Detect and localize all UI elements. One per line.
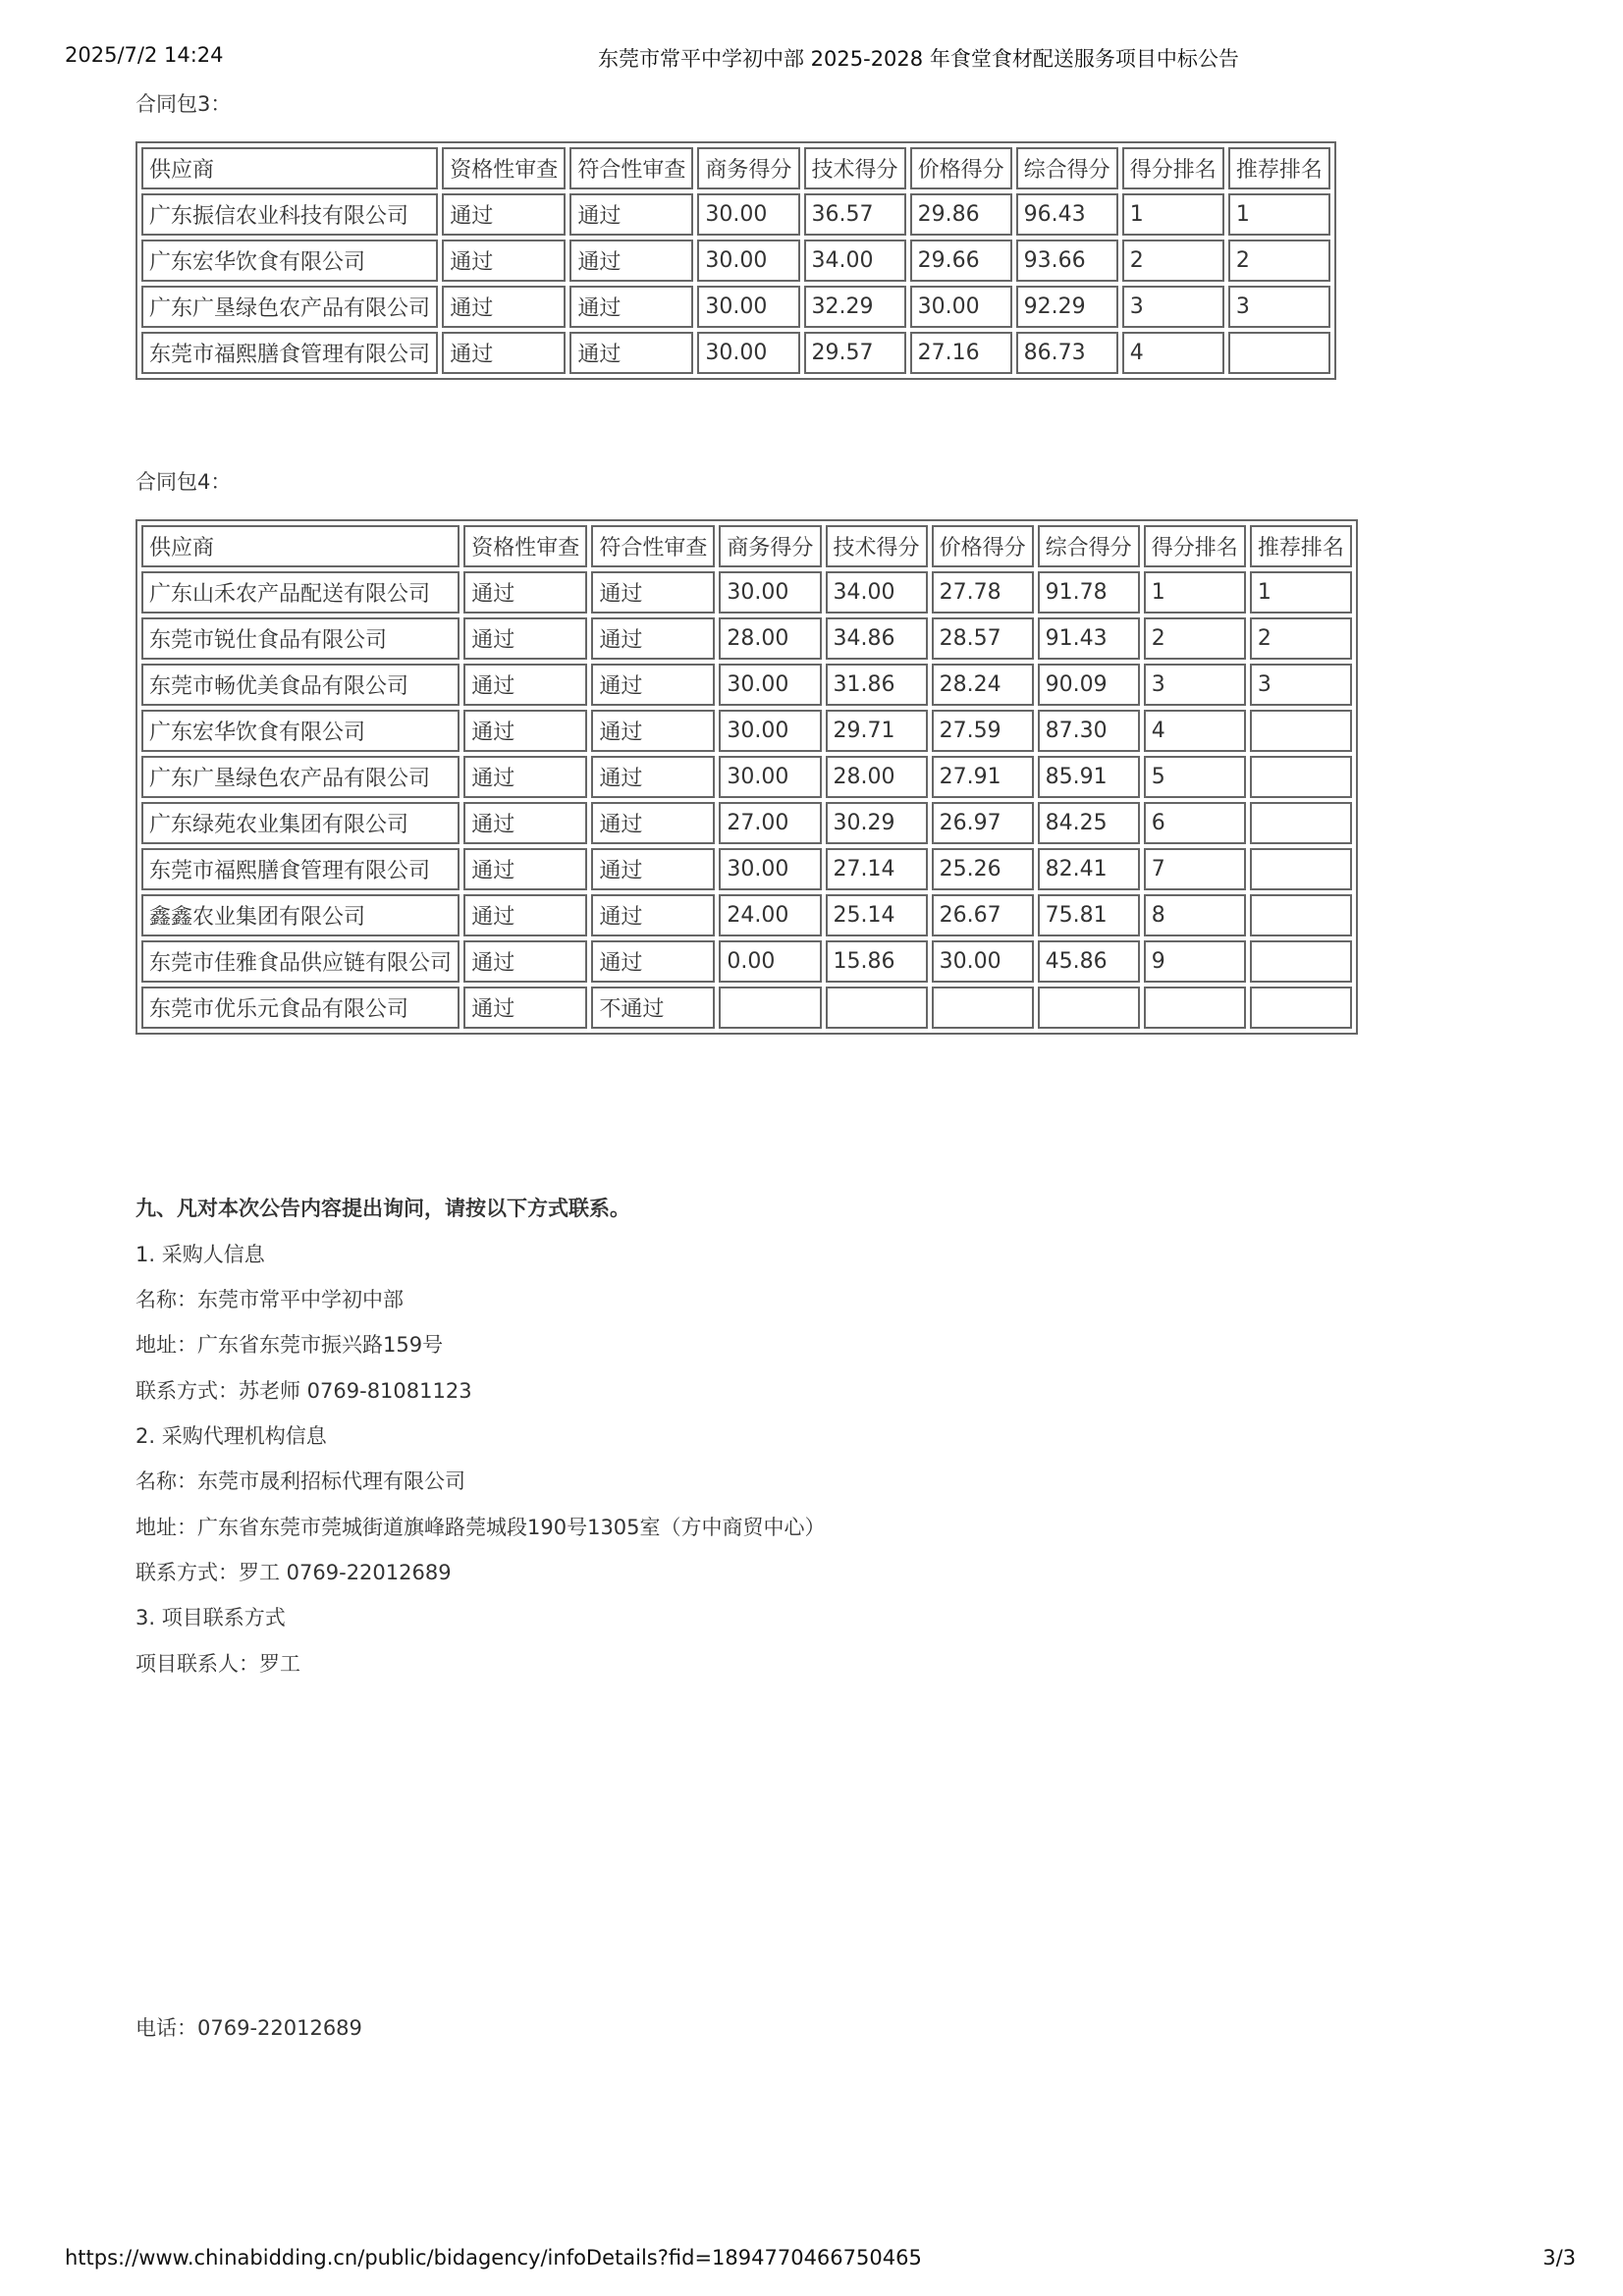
score-cell: 86.73: [1016, 332, 1118, 374]
score-cell: [1250, 894, 1352, 936]
score-cell: 29.71: [826, 710, 928, 752]
supplier-name-cell: 东莞市福熙膳食管理有限公司: [141, 332, 438, 374]
column-header: 技术得分: [804, 147, 906, 189]
score-cell: 2: [1250, 617, 1352, 660]
score-cell: 1: [1122, 193, 1224, 236]
supplier-name-cell: 东莞市畅优美食品有限公司: [141, 664, 460, 706]
score-cell: 30.00: [697, 240, 799, 282]
column-header: 技术得分: [826, 525, 928, 567]
table-row: [141, 571, 1352, 614]
score-cell: 通过: [463, 571, 587, 614]
score-cell: 通过: [463, 617, 587, 660]
table-row: [141, 286, 1330, 328]
score-cell: 32.29: [804, 286, 906, 328]
score-cell: 不通过: [591, 987, 715, 1029]
package4-table: [135, 519, 1358, 1035]
score-cell: 28.00: [826, 756, 928, 798]
score-cell: 3: [1144, 664, 1246, 706]
score-cell: 91.43: [1038, 617, 1140, 660]
score-cell: [1144, 987, 1246, 1029]
supplier-name-cell: 东莞市优乐元食品有限公司: [141, 987, 460, 1029]
score-cell: 通过: [442, 332, 566, 374]
score-cell: 30.00: [719, 756, 821, 798]
score-cell: 通过: [591, 848, 715, 890]
score-cell: 27.14: [826, 848, 928, 890]
table-row: [141, 894, 1352, 936]
score-cell: [1250, 940, 1352, 983]
score-cell: 30.00: [910, 286, 1012, 328]
score-cell: 31.86: [826, 664, 928, 706]
score-cell: 36.57: [804, 193, 906, 236]
score-cell: 29.57: [804, 332, 906, 374]
score-cell: 通过: [591, 664, 715, 706]
column-header: 商务得分: [719, 525, 821, 567]
score-cell: [1250, 710, 1352, 752]
score-cell: 4: [1122, 332, 1224, 374]
score-cell: 26.67: [932, 894, 1034, 936]
column-header: 推荐排名: [1228, 147, 1330, 189]
supplier-name-cell: 广东宏华饮食有限公司: [141, 240, 438, 282]
column-header: 得分排名: [1144, 525, 1246, 567]
score-cell: 通过: [569, 332, 693, 374]
score-cell: 24.00: [719, 894, 821, 936]
score-cell: 通过: [591, 571, 715, 614]
score-cell: 28.57: [932, 617, 1034, 660]
column-header: 符合性审查: [591, 525, 715, 567]
score-cell: 通过: [591, 617, 715, 660]
score-cell: 通过: [463, 756, 587, 798]
score-cell: 29.66: [910, 240, 1012, 282]
column-header: 供应商: [141, 147, 438, 189]
score-cell: 30.00: [697, 193, 799, 236]
column-header: 综合得分: [1038, 525, 1140, 567]
score-cell: 29.86: [910, 193, 1012, 236]
score-cell: 8: [1144, 894, 1246, 936]
score-cell: 30.00: [719, 571, 821, 614]
score-cell: 45.86: [1038, 940, 1140, 983]
score-cell: [826, 987, 928, 1029]
table-row: [141, 617, 1352, 660]
score-cell: 3: [1122, 286, 1224, 328]
package4-label: 合同包4：: [135, 470, 232, 494]
score-cell: [1038, 987, 1140, 1029]
score-cell: 4: [1144, 710, 1246, 752]
column-header: 符合性审查: [569, 147, 693, 189]
document-title: 东莞市常平中学初中部 2025-2028 年食堂食材配送服务项目中标公告: [598, 47, 1239, 71]
score-cell: 通过: [591, 802, 715, 844]
score-cell: [932, 987, 1034, 1029]
score-cell: 30.00: [719, 664, 821, 706]
score-cell: 75.81: [1038, 894, 1140, 936]
score-cell: 通过: [463, 940, 587, 983]
score-cell: 34.00: [804, 240, 906, 282]
page-number: 3/3: [1542, 2246, 1576, 2269]
supplier-name-cell: 广东绿苑农业集团有限公司: [141, 802, 460, 844]
score-cell: [719, 987, 821, 1029]
score-cell: [1250, 848, 1352, 890]
agency-address: 地址：广东省东莞市莞城街道旗峰路莞城段190号1305室（方中商贸中心）: [135, 1516, 826, 1539]
table-row: [141, 756, 1352, 798]
score-cell: 通过: [591, 756, 715, 798]
supplier-name-cell: 东莞市锐仕食品有限公司: [141, 617, 460, 660]
table-row: [141, 240, 1330, 282]
score-cell: 26.97: [932, 802, 1034, 844]
score-cell: 27.91: [932, 756, 1034, 798]
score-cell: 通过: [591, 710, 715, 752]
score-cell: 30.00: [932, 940, 1034, 983]
score-cell: 92.29: [1016, 286, 1118, 328]
score-cell: 84.25: [1038, 802, 1140, 844]
table-row: [141, 332, 1330, 374]
supplier-name-cell: 广东广垦绿色农产品有限公司: [141, 286, 438, 328]
score-cell: 2: [1228, 240, 1330, 282]
score-cell: 通过: [442, 286, 566, 328]
column-header: 推荐排名: [1250, 525, 1352, 567]
score-cell: 91.78: [1038, 571, 1140, 614]
score-cell: 96.43: [1016, 193, 1118, 236]
table-row: [141, 193, 1330, 236]
table-header-row: [141, 525, 1352, 567]
purchaser-address: 地址：广东省东莞市振兴路159号: [135, 1333, 444, 1357]
score-cell: 通过: [463, 664, 587, 706]
score-cell: 27.00: [719, 802, 821, 844]
score-cell: 27.59: [932, 710, 1034, 752]
score-cell: 通过: [569, 193, 693, 236]
score-cell: 30.00: [719, 848, 821, 890]
score-cell: [1250, 756, 1352, 798]
score-cell: 通过: [463, 802, 587, 844]
column-header: 资格性审查: [442, 147, 566, 189]
score-cell: 28.00: [719, 617, 821, 660]
column-header: 资格性审查: [463, 525, 587, 567]
score-cell: 27.16: [910, 332, 1012, 374]
purchaser-name: 名称：东莞市常平中学初中部: [135, 1288, 404, 1311]
table-row: [141, 940, 1352, 983]
supplier-name-cell: 广东宏华饮食有限公司: [141, 710, 460, 752]
table-row: [141, 987, 1352, 1029]
score-cell: 通过: [463, 848, 587, 890]
score-cell: 通过: [442, 193, 566, 236]
score-cell: 25.26: [932, 848, 1034, 890]
score-cell: 90.09: [1038, 664, 1140, 706]
column-header: 得分排名: [1122, 147, 1224, 189]
column-header: 综合得分: [1016, 147, 1118, 189]
score-cell: 0.00: [719, 940, 821, 983]
column-header: 价格得分: [910, 147, 1012, 189]
package3-table: [135, 141, 1336, 380]
purchaser-info-heading: 1. 采购人信息: [135, 1243, 265, 1266]
score-cell: 15.86: [826, 940, 928, 983]
print-timestamp: 2025/7/2 14:24: [65, 43, 224, 67]
score-cell: [1228, 332, 1330, 374]
supplier-name-cell: 广东山禾农产品配送有限公司: [141, 571, 460, 614]
agency-name: 名称：东莞市晟利招标代理有限公司: [135, 1469, 465, 1493]
score-cell: 28.24: [932, 664, 1034, 706]
score-cell: 5: [1144, 756, 1246, 798]
score-cell: 34.86: [826, 617, 928, 660]
package3-label: 合同包3：: [135, 92, 232, 116]
column-header: 供应商: [141, 525, 460, 567]
column-header: 商务得分: [697, 147, 799, 189]
score-cell: 30.00: [697, 332, 799, 374]
table-row: [141, 710, 1352, 752]
score-cell: 3: [1250, 664, 1352, 706]
purchaser-contact: 联系方式：苏老师 0769-81081123: [135, 1379, 472, 1403]
score-cell: 9: [1144, 940, 1246, 983]
score-cell: 1: [1250, 571, 1352, 614]
table-row: [141, 664, 1352, 706]
score-cell: 27.78: [932, 571, 1034, 614]
supplier-name-cell: 广东振信农业科技有限公司: [141, 193, 438, 236]
score-cell: 25.14: [826, 894, 928, 936]
page-url: https://www.chinabidding.cn/public/bidagency/infoDetails?fid=1894770466750465: [65, 2246, 922, 2269]
table-row: [141, 848, 1352, 890]
score-cell: 通过: [463, 710, 587, 752]
score-cell: 85.91: [1038, 756, 1140, 798]
agency-info-heading: 2. 采购代理机构信息: [135, 1424, 327, 1448]
score-cell: [1250, 987, 1352, 1029]
score-cell: 30.29: [826, 802, 928, 844]
score-cell: 93.66: [1016, 240, 1118, 282]
agency-contact: 联系方式：罗工 0769-22012689: [135, 1561, 452, 1584]
score-cell: [1250, 802, 1352, 844]
table-header-row: [141, 147, 1330, 189]
score-cell: 30.00: [719, 710, 821, 752]
column-header: 价格得分: [932, 525, 1034, 567]
score-cell: 34.00: [826, 571, 928, 614]
supplier-name-cell: 东莞市佳雅食品供应链有限公司: [141, 940, 460, 983]
phone-number: 电话：0769-22012689: [135, 2016, 362, 2040]
project-contact-person: 项目联系人：罗工: [135, 1652, 300, 1676]
score-cell: 30.00: [697, 286, 799, 328]
score-cell: 通过: [463, 987, 587, 1029]
supplier-name-cell: 东莞市福熙膳食管理有限公司: [141, 848, 460, 890]
score-cell: 通过: [463, 894, 587, 936]
supplier-name-cell: 广东广垦绿色农产品有限公司: [141, 756, 460, 798]
contact-heading: 九、凡对本次公告内容提出询问，请按以下方式联系。: [135, 1197, 630, 1220]
score-cell: 2: [1122, 240, 1224, 282]
score-cell: 3: [1228, 286, 1330, 328]
table-row: [141, 802, 1352, 844]
supplier-name-cell: 鑫鑫农业集团有限公司: [141, 894, 460, 936]
score-cell: 2: [1144, 617, 1246, 660]
project-contact-heading: 3. 项目联系方式: [135, 1606, 286, 1629]
score-cell: 1: [1144, 571, 1246, 614]
score-cell: 通过: [442, 240, 566, 282]
score-cell: 通过: [569, 240, 693, 282]
score-cell: 通过: [591, 894, 715, 936]
score-cell: 7: [1144, 848, 1246, 890]
score-cell: 82.41: [1038, 848, 1140, 890]
score-cell: 6: [1144, 802, 1246, 844]
score-cell: 87.30: [1038, 710, 1140, 752]
score-cell: 通过: [591, 940, 715, 983]
score-cell: 1: [1228, 193, 1330, 236]
score-cell: 通过: [569, 286, 693, 328]
